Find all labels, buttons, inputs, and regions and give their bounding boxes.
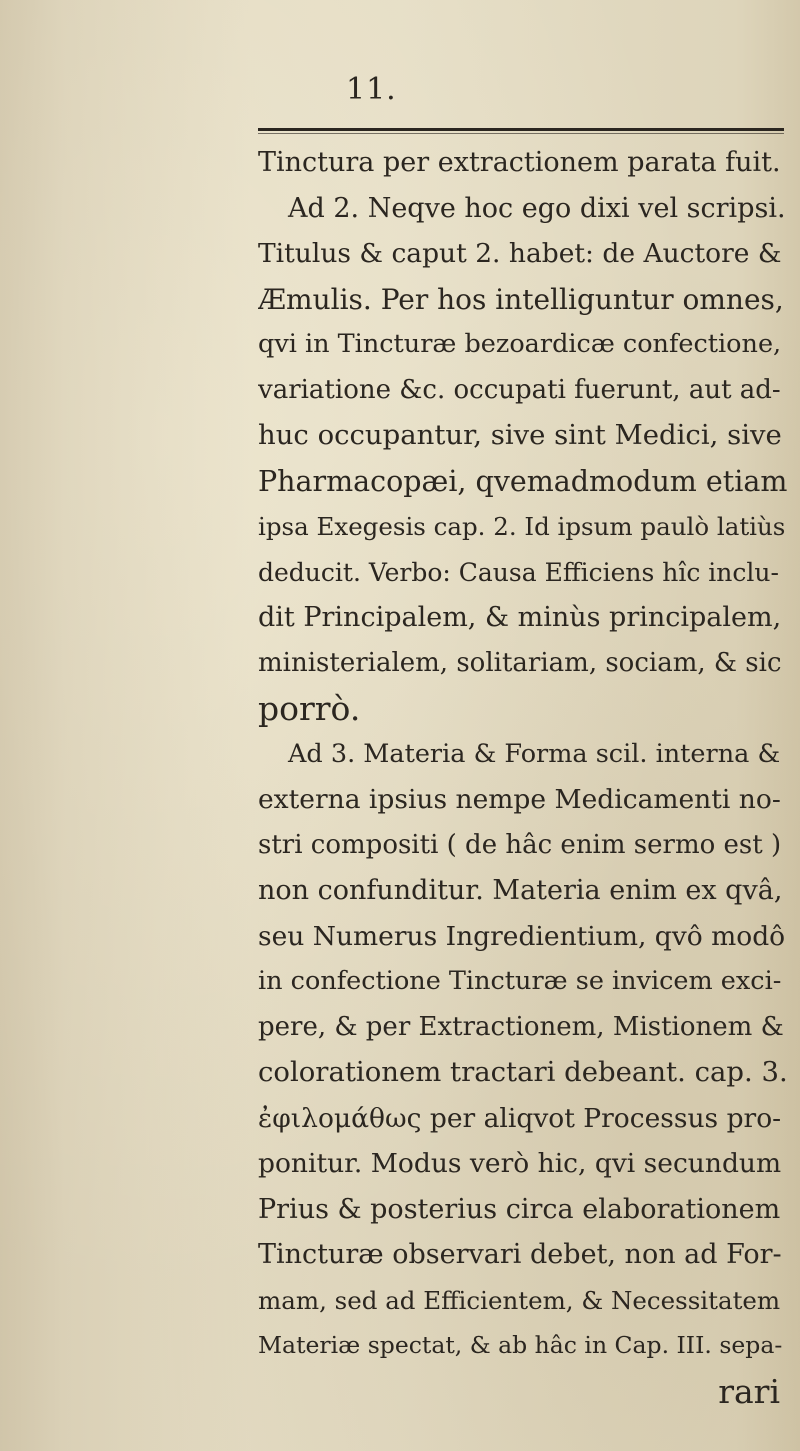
text-line: variatione &c. occupati fuerunt, aut ad-: [258, 374, 781, 405]
text-line: Prius & posterius circa elaborationem: [258, 1193, 781, 1225]
text-line: stri compositi ( de hâc enim sermo est ): [258, 829, 782, 860]
text-line: in confectione Tincturæ se invicem exci-: [258, 966, 782, 996]
text-line: Materiæ spectat, & ab hâc in Cap. III. sepa-: [258, 1331, 783, 1359]
text-line: externa ipsius nempe Medicamenti no-: [258, 784, 781, 815]
text-line: Pharmacopæi, qvemadmodum etiam: [258, 464, 788, 498]
text-line: ponitur. Modus verò hic, qvi secundum: [258, 1148, 782, 1179]
text-line: huc occupantur, sive sint Medici, sive: [258, 419, 782, 451]
header-rule-thin: [258, 133, 784, 134]
text-line: ἐφιλομάθως per aliqvot Processus pro-: [258, 1102, 782, 1134]
header-rule: [258, 128, 784, 131]
text-line: seu Numerus Ingredientium, qvô modô: [258, 920, 786, 952]
text-line: qvi in Tincturæ bezoardicæ confectione,: [258, 329, 782, 359]
page-margin-shading: [0, 0, 250, 1451]
text-line: Ad 2. Neqve hoc ego dixi vel scripsi.: [288, 192, 786, 224]
text-line: non confunditur. Materia enim ex qvâ,: [258, 875, 783, 906]
text-line: pere, & per Extractionem, Mistionem &: [258, 1011, 784, 1042]
text-line: ipsa Exegesis cap. 2. Id ipsum paulò latiùs: [258, 512, 786, 541]
text-line: deducit. Verbo: Causa Efficiens hîc inclu-: [258, 557, 779, 587]
text-line: ministerialem, solitariam, sociam, & sic: [258, 647, 782, 678]
text-line: dit Principalem, & minùs principalem,: [258, 602, 782, 633]
text-line: porrò.: [258, 689, 361, 728]
catchword: rari: [718, 1371, 780, 1411]
text-line: colorationem tractari debeant. cap. 3.: [258, 1056, 788, 1088]
text-line: Tincturæ observari debet, non ad For-: [258, 1239, 782, 1270]
text-line: mam, sed ad Efficientem, & Necessitatem: [258, 1285, 781, 1315]
text-line: Tinctura per extractionem parata fuit.: [258, 147, 781, 178]
text-line: Ad 3. Materia & Forma scil. interna &: [288, 738, 781, 769]
text-line: Titulus & caput 2. habet: de Auctore &: [258, 238, 782, 269]
page-number: 11.: [346, 72, 397, 107]
body-text: [258, 140, 788, 1414]
text-line: Æmulis. Per hos intelliguntur omnes,: [258, 282, 784, 316]
